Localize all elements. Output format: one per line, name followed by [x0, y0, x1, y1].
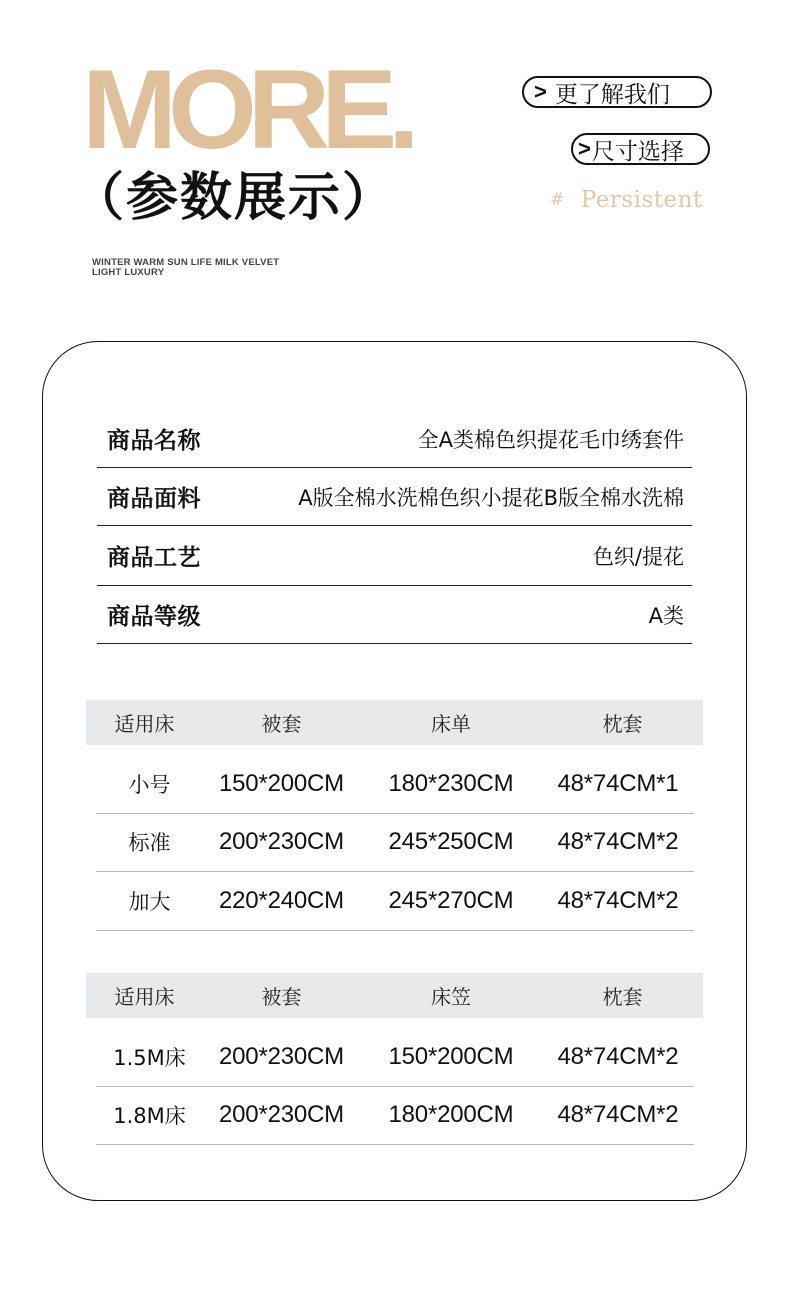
table-cell: 245*270CM [388, 886, 514, 914]
table-cell: 48*74CM*2 [557, 1042, 679, 1070]
header-cell: 枕套 [602, 985, 643, 1009]
spec-label: 商品名称 [107, 428, 201, 454]
spec-label: 商品等级 [107, 604, 201, 630]
table-row [96, 1028, 694, 1087]
size-select-button[interactable] [571, 133, 710, 165]
header-cell: 床单 [431, 712, 471, 736]
spec-label: 商品面料 [107, 486, 201, 512]
table-cell: 48*74CM*1 [557, 769, 679, 797]
header-cell: 枕套 [602, 712, 643, 736]
size-select-label: 尺寸选择 [591, 138, 684, 165]
header-cell: 适用床 [114, 712, 175, 736]
spec-label: 商品工艺 [107, 545, 201, 571]
header-cell: 床笠 [431, 985, 471, 1009]
persistent-text: Persistent [580, 187, 703, 213]
spec-value: 色织/提花 [592, 544, 684, 569]
spec-value: 全A类棉色织提花毛巾绣套件 [417, 427, 684, 452]
table-cell: 180*200CM [388, 1101, 514, 1129]
table-cell: 150*200CM [388, 1042, 514, 1070]
persistent-tag [550, 187, 703, 213]
size-table-2 [86, 973, 703, 1145]
table-cell: 1.8M床 [113, 1104, 186, 1129]
table-row [96, 814, 694, 873]
page-title: （参数展示） [72, 168, 397, 228]
tagline [92, 258, 332, 278]
size-table-1 [86, 700, 703, 931]
spec-row [97, 468, 692, 526]
table-row [96, 872, 694, 931]
tagline-line-2: LIGHT LUXURY [92, 267, 165, 278]
spec-row [97, 586, 692, 644]
spec-row [97, 410, 692, 468]
table-cell: 180*230CM [388, 769, 514, 797]
table-cell: 245*250CM [388, 828, 514, 856]
chevron-right-icon: > [578, 136, 591, 161]
header-cell: 被套 [261, 985, 302, 1009]
table-cell: 150*200CM [219, 769, 344, 797]
table-cell: 220*240CM [219, 886, 344, 914]
table-cell: 1.5M床 [113, 1045, 186, 1070]
table-cell: 48*74CM*2 [557, 1101, 679, 1129]
spec-list [97, 410, 692, 644]
table-cell: 200*230CM [219, 1042, 344, 1070]
spec-value: A版全棉水洗棉色织小提花B版全棉水洗棉 [298, 485, 684, 510]
header-cell: 被套 [261, 712, 302, 736]
table-cell: 200*230CM [219, 828, 344, 856]
about-us-label: 更了解我们 [554, 81, 670, 108]
header-cell: 适用床 [114, 985, 175, 1009]
table-row [96, 1087, 694, 1146]
tagline-line-1: WINTER WARM SUN LIFE MILK VELVET [92, 257, 280, 268]
table-cell: 标准 [128, 831, 171, 856]
brand-title: MORE. [82, 47, 411, 172]
about-us-button[interactable] [522, 76, 712, 108]
table-cell: 加大 [128, 889, 171, 914]
spec-row [97, 526, 692, 586]
hash-icon: # [550, 190, 565, 210]
table-cell: 48*74CM*2 [557, 828, 679, 856]
table-cell: 48*74CM*2 [557, 886, 679, 914]
table-row [96, 755, 694, 814]
table-header [86, 700, 703, 745]
spec-value: A类 [648, 603, 684, 628]
table-cell: 200*230CM [219, 1101, 344, 1129]
table-cell: 小号 [128, 772, 171, 797]
table-header [86, 973, 703, 1018]
chevron-right-icon: > [534, 79, 547, 104]
